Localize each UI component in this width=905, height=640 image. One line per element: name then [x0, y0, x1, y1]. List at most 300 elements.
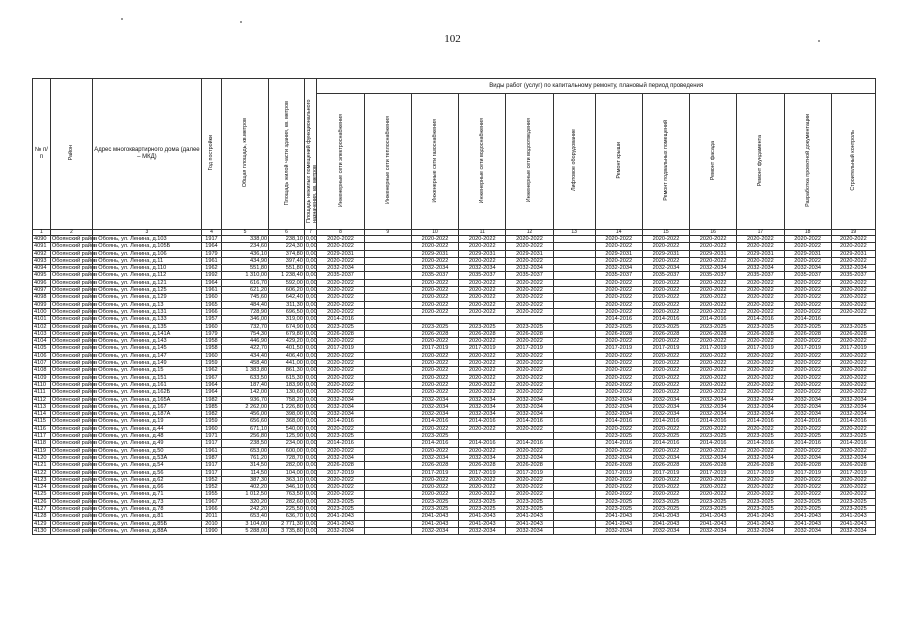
work-period-cell: 2020-2022 [595, 374, 642, 381]
row-number: 4129 [33, 520, 51, 527]
work-period-cell [553, 498, 595, 505]
work-period-cell: 2014-2016 [642, 418, 689, 425]
work-period-cell: 2020-2022 [690, 447, 737, 454]
district-cell: Обоянский район [51, 396, 98, 403]
year-cell: 1955 [201, 491, 221, 498]
work-period-cell: 2023-2025 [737, 498, 784, 505]
work-period-cell [364, 360, 411, 367]
work-period-cell [364, 418, 411, 425]
work-period-cell: 2026-2028 [317, 462, 364, 469]
column-index: 13 [553, 230, 595, 236]
work-period-cell [553, 374, 595, 381]
work-period-cell [553, 381, 595, 388]
header-work-6: Лифтовое оборудование [553, 94, 595, 230]
work-period-cell: 2020-2022 [737, 308, 784, 315]
year-cell: 1971 [201, 433, 221, 440]
work-period-cell: 2032-2034 [506, 265, 553, 272]
year-cell: 1960 [201, 352, 221, 359]
nonliving-area-cell: 0,00 [305, 287, 317, 294]
work-period-cell: 2020-2022 [690, 236, 737, 243]
work-period-cell: 2032-2034 [784, 396, 831, 403]
address-cell: г. Обоянь, ул. Ленина, д.78 [92, 505, 201, 512]
work-period-cell: 2020-2022 [595, 257, 642, 264]
table-row [33, 505, 876, 512]
table-row [33, 360, 876, 367]
work-period-cell: 2026-2028 [595, 462, 642, 469]
work-period-cell: 2032-2034 [642, 396, 689, 403]
table-row [33, 367, 876, 374]
total-area-cell: 1 383,80 [221, 367, 268, 374]
district-cell: Обоянский район [51, 425, 98, 432]
nonliving-area-cell: 0,00 [305, 257, 317, 264]
year-cell: 2011 [201, 513, 221, 520]
work-period-cell: 2020-2022 [737, 294, 784, 301]
address-cell: г. Обоянь, ул. Ленина, д.161 [92, 381, 201, 388]
work-period-cell [364, 243, 411, 250]
living-area-cell: 401,50 [269, 345, 305, 352]
row-number: 4094 [33, 265, 51, 272]
work-period-cell: 2020-2022 [737, 352, 784, 359]
work-period-cell [553, 396, 595, 403]
table-row [33, 250, 876, 257]
total-area-cell: 434,90 [221, 257, 268, 264]
work-period-cell: 2029-2031 [831, 250, 875, 257]
work-period-cell: 2026-2028 [642, 462, 689, 469]
work-period-cell: 2020-2022 [459, 491, 506, 498]
work-period-cell [364, 301, 411, 308]
work-period-cell: 2017-2019 [831, 345, 875, 352]
row-number: 4110 [33, 381, 51, 388]
work-period-cell: 2029-2031 [642, 250, 689, 257]
work-period-cell: 2026-2028 [459, 330, 506, 337]
living-area-cell: 397,40 [269, 257, 305, 264]
work-period-cell: 2020-2022 [737, 367, 784, 374]
work-period-cell: 2020-2022 [784, 381, 831, 388]
work-period-cell: 2023-2025 [317, 323, 364, 330]
year-cell: 1960 [201, 294, 221, 301]
work-period-cell [553, 476, 595, 483]
work-period-cell: 2032-2034 [784, 411, 831, 418]
living-area-cell: 311,30 [269, 301, 305, 308]
table-row [33, 498, 876, 505]
work-period-cell: 2032-2034 [737, 411, 784, 418]
work-period-cell: 2014-2016 [737, 440, 784, 447]
year-cell: 1979 [201, 250, 221, 257]
work-period-cell: 2026-2028 [411, 330, 458, 337]
nonliving-area-cell: 0,00 [305, 243, 317, 250]
work-period-cell: 2029-2031 [411, 250, 458, 257]
work-period-cell [364, 491, 411, 498]
work-period-cell: 2020-2022 [411, 294, 458, 301]
total-area-cell: 551,80 [221, 265, 268, 272]
total-area-cell: 671,10 [221, 425, 268, 432]
work-period-cell: 2020-2022 [506, 367, 553, 374]
nonliving-area-cell: 0,00 [305, 491, 317, 498]
work-period-cell: 2020-2022 [737, 301, 784, 308]
work-period-cell: 2032-2034 [506, 527, 553, 534]
work-period-cell: 2017-2019 [737, 469, 784, 476]
work-period-cell: 2032-2034 [506, 403, 553, 410]
page-number: 102 [444, 33, 461, 45]
work-period-cell [364, 527, 411, 534]
column-index: 16 [690, 230, 737, 236]
row-number: 4125 [33, 491, 51, 498]
work-period-cell: 2020-2022 [506, 294, 553, 301]
work-period-cell: 2029-2031 [737, 250, 784, 257]
column-index: 7 [304, 230, 317, 236]
living-area-cell: 319,00 [269, 316, 305, 323]
work-period-cell: 2023-2025 [690, 323, 737, 330]
work-period-cell: 2032-2034 [737, 265, 784, 272]
work-period-cell: 2020-2022 [690, 374, 737, 381]
work-period-cell: 2035-2037 [317, 272, 364, 279]
work-period-cell: 2020-2022 [411, 301, 458, 308]
work-period-cell: 2020-2022 [642, 425, 689, 432]
row-number: 4091 [33, 243, 51, 250]
district-cell: Обоянский район [51, 389, 98, 396]
total-area-cell: 234,60 [221, 243, 268, 250]
total-area-cell: 3 104,00 [221, 520, 268, 527]
work-period-cell: 2020-2022 [642, 484, 689, 491]
work-period-cell [553, 308, 595, 315]
work-period-cell: 2041-2043 [459, 520, 506, 527]
work-period-cell: 2020-2022 [642, 308, 689, 315]
address-cell: г. Обоянь, ул. Ленина, д.121 [92, 279, 201, 286]
work-period-cell: 2020-2022 [459, 447, 506, 454]
work-period-cell: 2032-2034 [459, 403, 506, 410]
row-number: 4093 [33, 257, 51, 264]
district-cell: Обоянский район [51, 440, 98, 447]
address-cell: г. Обоянь, ул. Ленина, д.11 [92, 257, 201, 264]
table-row [33, 294, 876, 301]
work-period-cell [364, 287, 411, 294]
year-cell: 1982 [201, 411, 221, 418]
work-period-cell [364, 294, 411, 301]
year-cell: 2010 [201, 520, 221, 527]
work-period-cell: 2014-2016 [642, 316, 689, 323]
table-row [33, 287, 876, 294]
work-period-cell: 2020-2022 [690, 287, 737, 294]
work-period-cell [553, 469, 595, 476]
table-row [33, 411, 876, 418]
row-number: 4122 [33, 469, 51, 476]
nonliving-area-cell: 0,00 [305, 279, 317, 286]
address-cell: г. Обоянь, ул. Ленина, д.53А [92, 454, 201, 461]
header-work-12: Строительный контроль [831, 94, 875, 230]
work-period-cell: 2020-2022 [317, 236, 364, 243]
total-area-cell: 338,00 [221, 236, 268, 243]
work-period-cell: 2032-2034 [411, 527, 458, 534]
year-cell: 1957 [201, 316, 221, 323]
work-period-cell: 2020-2022 [506, 279, 553, 286]
work-period-cell: 2020-2022 [690, 352, 737, 359]
row-number: 4112 [33, 396, 51, 403]
work-period-cell [364, 425, 411, 432]
row-number: 4124 [33, 484, 51, 491]
living-area-cell: 441,00 [269, 360, 305, 367]
living-area-cell: 374,80 [269, 250, 305, 257]
year-cell: 1967 [201, 498, 221, 505]
year-cell: 1962 [201, 367, 221, 374]
living-area-cell: 696,50 [269, 308, 305, 315]
work-period-cell: 2032-2034 [411, 265, 458, 272]
work-period-cell: 2032-2034 [317, 265, 364, 272]
work-period-cell: 2020-2022 [831, 279, 875, 286]
work-period-cell: 2020-2022 [642, 257, 689, 264]
row-number: 4097 [33, 287, 51, 294]
table-row [33, 396, 876, 403]
work-period-cell: 2020-2022 [506, 352, 553, 359]
work-period-cell: 2032-2034 [459, 411, 506, 418]
table-row [33, 338, 876, 345]
year-cell: 1952 [201, 484, 221, 491]
work-period-cell: 2041-2043 [317, 513, 364, 520]
work-period-cell: 2032-2034 [690, 403, 737, 410]
work-period-cell: 2020-2022 [595, 491, 642, 498]
work-period-cell: 2017-2019 [595, 469, 642, 476]
work-period-cell: 2026-2028 [411, 462, 458, 469]
address-cell: г. Обоянь, ул. Ленина, д.85Б [92, 520, 201, 527]
work-period-cell [364, 484, 411, 491]
row-number: 4121 [33, 462, 51, 469]
work-period-cell: 2020-2022 [459, 352, 506, 359]
address-cell: г. Обоянь, ул. Ленина, д.131 [92, 308, 201, 315]
living-area-cell: 592,00 [269, 279, 305, 286]
row-number: 4099 [33, 301, 51, 308]
row-number: 4128 [33, 513, 51, 520]
nonliving-area-cell: 0,00 [305, 484, 317, 491]
work-period-cell: 2020-2022 [506, 243, 553, 250]
work-period-cell: 2020-2022 [506, 389, 553, 396]
column-index: 11 [459, 230, 506, 236]
work-period-cell: 2017-2019 [690, 345, 737, 352]
total-area-cell: 1 310,00 [221, 272, 268, 279]
living-area-cell: 429,20 [269, 338, 305, 345]
year-cell: 1987 [201, 454, 221, 461]
work-period-cell: 2014-2016 [690, 316, 737, 323]
address-cell: г. Обоянь, ул. Ленина, д.13 [92, 301, 201, 308]
work-period-cell: 2014-2016 [459, 418, 506, 425]
nonliving-area-cell: 0,00 [305, 294, 317, 301]
row-number: 4119 [33, 447, 51, 454]
work-period-cell: 2020-2022 [411, 352, 458, 359]
header-total-area: Общая площадь, кв.метров [221, 79, 268, 230]
address-cell: г. Обоянь, ул. Ленина, д.151 [92, 374, 201, 381]
row-number: 4123 [33, 476, 51, 483]
work-period-cell [553, 367, 595, 374]
work-period-cell: 2020-2022 [459, 243, 506, 250]
work-period-cell [364, 396, 411, 403]
work-period-cell: 2032-2034 [317, 454, 364, 461]
work-period-cell: 2020-2022 [595, 308, 642, 315]
work-period-cell: 2032-2034 [459, 265, 506, 272]
nonliving-area-cell: 0,00 [305, 469, 317, 476]
living-area-cell: 679,80 [269, 330, 305, 337]
total-area-cell: 761,20 [221, 454, 268, 461]
work-period-cell: 2017-2019 [784, 469, 831, 476]
work-period-cell: 2020-2022 [831, 308, 875, 315]
year-cell: 1961 [201, 447, 221, 454]
year-cell: 1961 [201, 287, 221, 294]
work-period-cell: 2014-2016 [317, 316, 364, 323]
work-period-cell [364, 272, 411, 279]
work-period-cell: 2020-2022 [737, 425, 784, 432]
work-period-cell [364, 520, 411, 527]
work-period-cell: 2020-2022 [411, 389, 458, 396]
work-period-cell [553, 403, 595, 410]
table-row [33, 484, 876, 491]
work-period-cell: 2023-2025 [506, 498, 553, 505]
total-area-cell: 5 288,00 [221, 527, 268, 534]
address-cell: г. Обоянь, ул. Ленина, д.110 [92, 265, 201, 272]
work-period-cell: 2020-2022 [784, 287, 831, 294]
row-number: 4116 [33, 425, 51, 432]
header-works-group: Виды работ (услуг) по капитальному ремонту, плановый период проведения [317, 79, 876, 94]
work-period-cell: 2020-2022 [831, 287, 875, 294]
work-period-cell: 2035-2037 [642, 272, 689, 279]
work-period-cell: 2026-2028 [831, 462, 875, 469]
work-period-cell: 2020-2022 [642, 374, 689, 381]
work-period-cell: 2020-2022 [317, 287, 364, 294]
total-area-cell: 187,40 [221, 381, 268, 388]
work-period-cell: 2020-2022 [690, 301, 737, 308]
work-period-cell [553, 345, 595, 352]
work-period-cell: 2041-2043 [411, 513, 458, 520]
nonliving-area-cell: 0,00 [305, 301, 317, 308]
work-period-cell: 2020-2022 [690, 308, 737, 315]
column-index: 17 [737, 230, 784, 236]
district-cell: Обоянский район [51, 323, 98, 330]
work-period-cell: 2020-2022 [784, 360, 831, 367]
table-row [33, 265, 876, 272]
work-period-cell: 2023-2025 [784, 323, 831, 330]
row-number: 4118 [33, 440, 51, 447]
work-period-cell: 2032-2034 [317, 411, 364, 418]
column-index: 14 [595, 230, 642, 236]
work-period-cell [364, 316, 411, 323]
work-period-cell: 2023-2025 [459, 505, 506, 512]
work-period-cell: 2020-2022 [317, 425, 364, 432]
work-period-cell: 2020-2022 [595, 447, 642, 454]
district-cell: Обоянский район [51, 287, 98, 294]
work-period-cell: 2023-2025 [831, 505, 875, 512]
work-period-cell [364, 433, 411, 440]
work-period-cell: 2032-2034 [784, 403, 831, 410]
year-cell: 1960 [201, 425, 221, 432]
nonliving-area-cell: 0,00 [305, 411, 317, 418]
work-period-cell: 2020-2022 [411, 447, 458, 454]
living-area-cell: 636,70 [269, 513, 305, 520]
nonliving-area-cell: 0,00 [305, 425, 317, 432]
work-period-cell: 2020-2022 [317, 308, 364, 315]
living-area-cell: 234,00 [269, 440, 305, 447]
work-period-cell: 2020-2022 [784, 374, 831, 381]
nonliving-area-cell: 0,00 [305, 476, 317, 483]
work-period-cell: 2032-2034 [411, 403, 458, 410]
work-period-cell [553, 338, 595, 345]
work-period-cell: 2017-2019 [642, 345, 689, 352]
work-period-cell: 2029-2031 [595, 250, 642, 257]
work-period-cell: 2020-2022 [831, 491, 875, 498]
work-period-cell: 2020-2022 [642, 236, 689, 243]
nonliving-area-cell: 0,00 [305, 308, 317, 315]
work-period-cell: 2020-2022 [595, 352, 642, 359]
work-period-cell: 2020-2022 [784, 308, 831, 315]
work-period-cell: 2020-2022 [595, 367, 642, 374]
work-period-cell: 2017-2019 [317, 469, 364, 476]
work-period-cell: 2032-2034 [411, 454, 458, 461]
nonliving-area-cell: 0,00 [305, 462, 317, 469]
total-area-cell: 616,70 [221, 279, 268, 286]
work-period-cell [364, 476, 411, 483]
living-area-cell: 1 238,40 [269, 272, 305, 279]
year-cell: 1962 [201, 265, 221, 272]
work-period-cell: 2020-2022 [506, 236, 553, 243]
work-period-cell: 2020-2022 [831, 425, 875, 432]
work-period-cell: 2020-2022 [784, 425, 831, 432]
header-address: Адрес многоквартирного дома (далее – МКД) [92, 79, 201, 230]
row-number: 4103 [33, 330, 51, 337]
nonliving-area-cell: 0,00 [305, 381, 317, 388]
total-area-cell: 320,20 [221, 498, 268, 505]
work-period-cell: 2017-2019 [459, 345, 506, 352]
total-area-cell: 446,90 [221, 338, 268, 345]
work-period-cell [364, 279, 411, 286]
work-period-cell: 2020-2022 [831, 243, 875, 250]
column-index: 3 [92, 230, 201, 236]
work-period-cell: 2035-2037 [411, 272, 458, 279]
work-period-cell: 2020-2022 [411, 287, 458, 294]
work-period-cell [553, 352, 595, 359]
work-period-cell: 2041-2043 [784, 520, 831, 527]
work-period-cell: 2032-2034 [317, 396, 364, 403]
work-period-cell: 2023-2025 [784, 433, 831, 440]
nonliving-area-cell: 0,00 [305, 316, 317, 323]
work-period-cell: 2020-2022 [459, 425, 506, 432]
address-cell: г. Обоянь, ул. Ленина, д.15 [92, 367, 201, 374]
work-period-cell: 2020-2022 [831, 484, 875, 491]
work-period-cell: 2020-2022 [737, 287, 784, 294]
year-cell: 1964 [201, 279, 221, 286]
work-period-cell: 2023-2025 [690, 505, 737, 512]
work-period-cell: 2020-2022 [690, 381, 737, 388]
work-period-cell: 2020-2022 [737, 491, 784, 498]
row-number: 4104 [33, 338, 51, 345]
row-number: 4105 [33, 345, 51, 352]
total-area-cell: 142,00 [221, 389, 268, 396]
row-number: 4117 [33, 433, 51, 440]
year-cell: 1966 [201, 308, 221, 315]
work-period-cell: 2020-2022 [317, 381, 364, 388]
work-period-cell [553, 250, 595, 257]
work-period-cell: 2014-2016 [784, 440, 831, 447]
work-period-cell [411, 316, 458, 323]
total-area-cell: 936,70 [221, 396, 268, 403]
work-period-cell [553, 425, 595, 432]
nonliving-area-cell: 0,00 [305, 330, 317, 337]
work-period-cell: 2020-2022 [411, 476, 458, 483]
work-period-cell: 2017-2019 [642, 469, 689, 476]
work-period-cell [553, 447, 595, 454]
column-index: 8 [317, 230, 364, 236]
work-period-cell: 2020-2022 [690, 389, 737, 396]
work-period-cell [364, 345, 411, 352]
work-period-cell [364, 440, 411, 447]
work-period-cell: 2023-2025 [690, 498, 737, 505]
living-area-cell: 551,80 [269, 265, 305, 272]
work-period-cell [553, 265, 595, 272]
work-period-cell: 2020-2022 [642, 389, 689, 396]
